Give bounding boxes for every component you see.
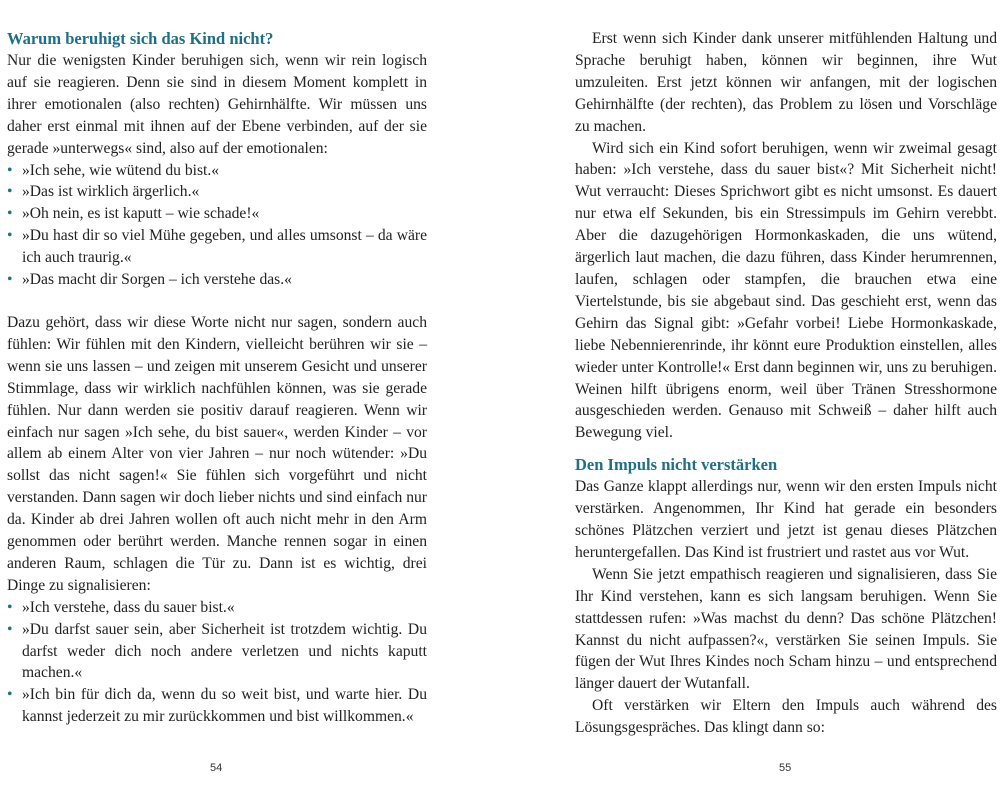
list-item: • »Du hast dir so viel Mühe gegeben, und alles umsonst – da wäre ich auch traurig.«: [7, 225, 427, 269]
bullet-list-emotional: [7, 160, 427, 291]
list-item: • »Du darfst sauer sein, aber Sicherheit ist trotzdem wichtig. Du darfst weder dich noch andere verletzen und nichts kaputt machen.«: [7, 619, 427, 685]
intro-paragraph: Nur die wenigsten Kinder beruhigen sich, wenn wir rein logisch auf sie reagieren. Denn sie sind in diesem Moment komplett in ihrer emotionalen (also rechten) Gehirnhälfte. Wir müssen uns daher erst einmal mit ihnen auf der Ebene verbinden, auf der sie gerade »unterwegs« sind, also auf der emotionalen:: [7, 52, 427, 157]
section-heading: Den Impuls nicht verstärken: [575, 455, 778, 475]
page-number: 54: [210, 762, 223, 774]
list-item: • »Ich bin für dich da, wenn du so weit bist, und warte hier. Du kannst jederzeit zu mir zurückkommen und bist willkommen.«: [7, 684, 427, 728]
list-item: • »Ich verstehe, dass du sauer bist.«: [7, 597, 427, 619]
left-page: [7, 28, 427, 728]
body-paragraph: Das Ganze klappt allerdings nur, wenn wir den ersten Impuls nicht verstärken. Angenommen, Ihr Kind hat gerade ein besonders schönes Plätzchen verziert und jetzt ist genau dieses Plätzchen heruntergefallen. Das Kind ist frustriert und rastet aus vor Wut.: [575, 478, 997, 561]
right-page: [575, 28, 997, 739]
body-paragraph: Erst wenn sich Kinder dank unserer mitfühlenden Haltung und Sprache beruhigt haben, können wir beginnen, ihre Wut umzuleiten. Erst jetzt können wir anfangen, mit der logischen Gehirnhälfte (der rechten), das Problem zu lösen und Vorschläge zu machen.: [575, 30, 997, 135]
section-heading: Warum beruhigt sich das Kind nicht?: [7, 29, 274, 48]
list-item: • »Oh nein, es ist kaputt – wie schade!«: [7, 203, 427, 225]
body-paragraph: Dazu gehört, dass wir diese Worte nicht nur sagen, sondern auch fühlen: Wir fühlen mit den Kindern, vielleicht berühren wir sie – wenn sie uns lassen – und zeigen mit unserem Gesicht und unserer Stimmlage, dass wir wirklich nachfühlen können, was sie gerade fühlen. Nur dann werden sie positiv darauf reagieren. Wenn wir einfach nur sagen »Ich sehe, du bist sauer«, werden Kinder – vor allem ab einem Alter von vier Jahren – nur noch wütender: »Du sollst das nicht sagen!« Sie fühlen sich vorgeführt und nicht verstanden. Dann sagen wir doch lieber nichts und sind einfach nur da. Kinder ab drei Jahren wollen oft auch nicht mehr in den Arm genommen oder berührt werden. Manche rennen sogar in einen anderen Raum, schlagen die Tür zu. Dann ist es wichtig, drei Dinge zu signalisieren:: [7, 313, 427, 594]
bullet-list-signals: [7, 597, 427, 728]
list-item: • »Ich sehe, wie wütend du bist.«: [7, 160, 427, 182]
body-paragraph: Wenn Sie jetzt empathisch reagieren und signalisieren, dass Sie Ihr Kind verstehen, kann es sich langsam beruhigen. Wenn Sie stattdessen rufen: »Was machst du denn? Das schöne Plätzchen! Kannst du nicht aufpassen?«, verstärken Sie seinen Impuls. Sie fügen der Wut Ihres Kindes noch Scham hinzu – und entsprechend länger dauert der Wutanfall.: [575, 565, 997, 693]
page-number: 55: [779, 762, 792, 774]
list-item: • »Das ist wirklich ärgerlich.«: [7, 181, 427, 203]
body-paragraph: Wird sich ein Kind sofort beruhigen, wenn wir zweimal gesagt haben: »Ich verstehe, dass du sauer bist«? Mit Sicherheit nicht! Wut verraucht: Dieses Sprichwort gibt es nicht umsonst. Es dauert nur etwa elf Sekunden, bis ein Stressimpuls im Gehirn verebbt. Aber die dazugehörigen Hormonkaskaden, die uns wütend, ärgerlich laut machen, die dazu führen, dass Kinder herumrennen, laufen, schlagen oder stampfen, die brauchen etwa eine Viertelstunde, bis sie abgebaut sind. Das geschieht erst, wenn das Gehirn das Signal gibt: »Gefahr vorbei! Liebe Hormonkaskade, liebe Nebennierenrinde, ihr könnt eure Produktion einstellen, alles wieder unter Kontrolle!« Erst dann beginnen wir, uns zu beruhigen. Weinen hilft übrigens enorm, weil über Tränen Stresshormone ausgeschieden werden. Genauso mit Schweiß – daher hilft auch Bewegung viel.: [575, 139, 997, 442]
list-item: • »Das macht dir Sorgen – ich verstehe das.«: [7, 269, 427, 291]
body-paragraph: Oft verstärken wir Eltern den Impuls auch während des Lösungsgespräches. Das klingt dann so:: [575, 697, 997, 737]
